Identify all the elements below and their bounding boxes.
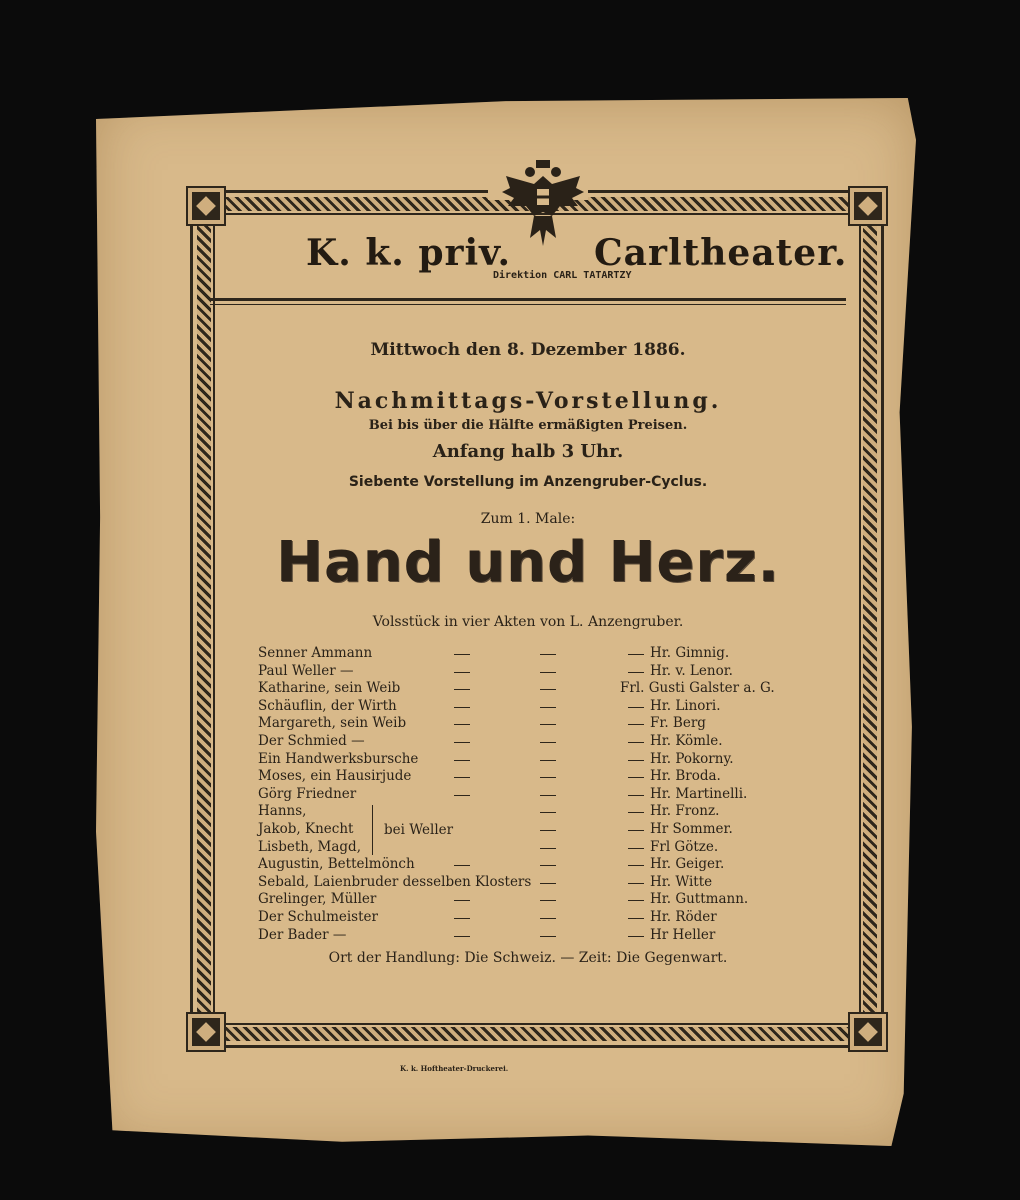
cast-list: [258, 645, 798, 944]
cast-role: Senner Ammann: [258, 645, 373, 661]
header-rule: [210, 298, 846, 301]
cast-actor: Hr. Geiger.: [650, 856, 725, 873]
cast-actor: Hr. Kömle.: [650, 732, 723, 749]
cast-row: [258, 698, 798, 716]
cast-row: [258, 856, 798, 874]
cast-row: [258, 733, 798, 751]
cast-actor: Hr. Linori.: [650, 697, 721, 714]
cast-role: Der Schmied —: [258, 732, 365, 749]
cast-row: [258, 715, 798, 733]
cast-row: [258, 839, 798, 857]
cast-actor: Hr. Broda.: [650, 768, 721, 785]
cast-role: Lisbeth, Magd,: [258, 838, 361, 855]
cast-actor: Hr Heller: [650, 926, 716, 943]
cast-row: [258, 663, 798, 681]
theater-title: [230, 232, 848, 281]
cast-actor: Hr. Martinelli.: [650, 785, 748, 802]
cast-role: Der Bader —: [258, 926, 347, 943]
cast-brace: [372, 805, 379, 855]
corner-ornament-tl: [188, 188, 224, 224]
cast-row: [258, 803, 798, 821]
cast-role: Görg Friedner: [258, 785, 357, 802]
cast-actor: Hr. Gimnig.: [650, 645, 730, 661]
cast-actor: Hr. Pokorny.: [650, 750, 734, 767]
cast-role: Sebald, Laienbruder desselben Klosters: [258, 873, 532, 890]
cast-actor: Hr. Röder: [650, 908, 717, 925]
cast-row: [258, 751, 798, 769]
cast-actor: Hr Sommer.: [650, 820, 733, 837]
cast-actor: Fr. Berg: [650, 715, 706, 732]
bei-weller-note: bei Weller: [384, 822, 454, 838]
play-subtitle: Volsstück in vier Akten von L. Anzengruber.: [372, 614, 684, 630]
cast-role: Der Schulmeister: [258, 908, 378, 925]
play-title: Hand und Herz.: [276, 530, 780, 595]
cast-row: [258, 786, 798, 804]
cast-actor: Hr. Guttmann.: [650, 891, 749, 908]
cast-role: Hanns,: [258, 803, 307, 820]
price-note: Bei bis über die Hälfte ermäßigten Preisen.: [368, 418, 688, 433]
corner-ornament-br: [850, 1014, 886, 1050]
corner-ornament-tr: [850, 188, 886, 224]
title-left: K. k. priv.: [306, 232, 512, 274]
cast-row: [258, 768, 798, 786]
cast-role: Katharine, sein Weib: [258, 680, 401, 697]
cast-row: [258, 645, 798, 663]
corner-ornament-bl: [188, 1014, 224, 1050]
cast-actor: Frl. Gusti Galster a. G.: [620, 680, 775, 697]
cast-role: Ein Handwerksbursche: [258, 750, 419, 767]
cycle-note: Siebente Vorstellung im Anzengruber-Cyclus.: [348, 474, 708, 490]
title-right: Carltheater.: [594, 232, 848, 274]
cast-row: [258, 909, 798, 927]
cast-role: Paul Weller —: [258, 662, 354, 679]
cast-actor: Hr. Fronz.: [650, 803, 720, 820]
performance-date: Mittwoch den 8. Dezember 1886.: [370, 340, 686, 360]
cast-actor: Frl Götze.: [650, 838, 719, 855]
cast-row: [258, 821, 798, 839]
premiere-note: Zum 1. Male:: [480, 511, 576, 527]
direktion-line: Direktion CARL TATARTZY: [493, 270, 632, 281]
cast-row: [258, 891, 798, 909]
cast-actor: Hr. Witte: [650, 873, 713, 890]
cast-role: Moses, ein Hausirjude: [258, 768, 412, 785]
cast-row: [258, 874, 798, 892]
cast-role: Schäuflin, der Wirth: [258, 697, 397, 714]
performance-type: Nachmittags-Vorstellung.: [334, 388, 722, 414]
cast-role: Augustin, Bettelmönch: [258, 856, 415, 873]
start-time: Anfang halb 3 Uhr.: [432, 441, 624, 462]
cast-row: [258, 927, 798, 945]
setting-note: Ort der Handlung: Die Schweiz. — Zeit: Die Gegenwart.: [328, 950, 728, 966]
cast-role: Jakob, Knecht: [258, 820, 354, 837]
cast-role: Grelinger, Müller: [258, 891, 377, 908]
cast-actor: Hr. v. Lenor.: [650, 662, 733, 679]
header-rule-thin: [210, 304, 846, 305]
cast-row: [258, 680, 798, 698]
printer-imprint: K. k. Hoftheater-Druckerei.: [400, 1064, 509, 1073]
cast-role: Margareth, sein Weib: [258, 715, 407, 732]
